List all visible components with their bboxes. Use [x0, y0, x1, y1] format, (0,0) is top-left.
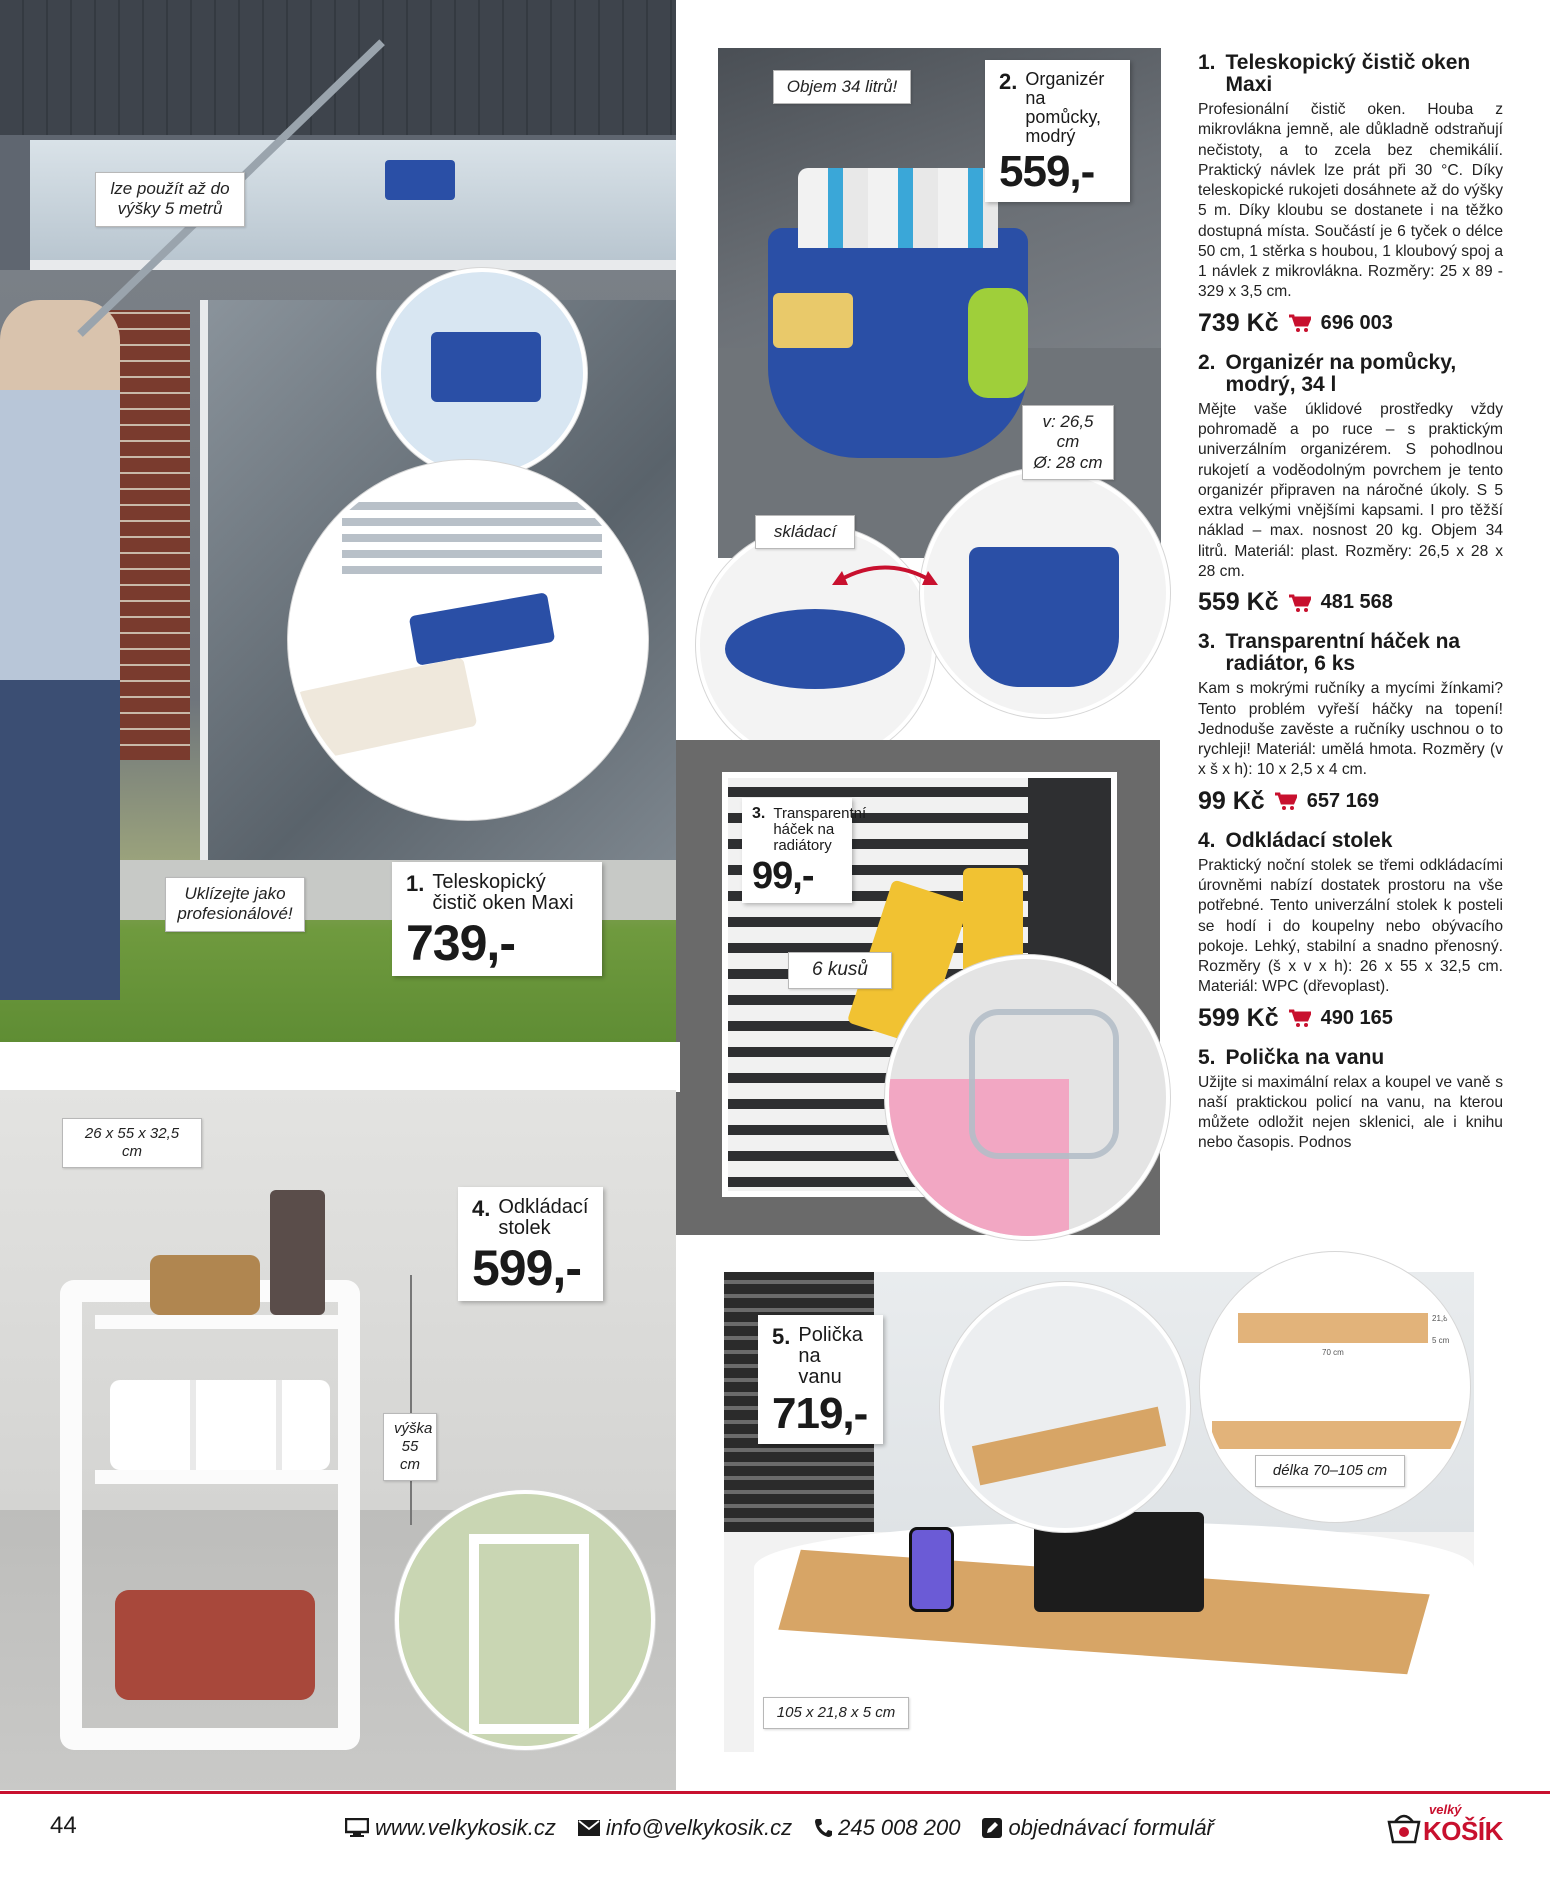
form-edit-icon — [982, 1818, 1002, 1838]
roof — [0, 0, 676, 135]
price-box-5-head — [772, 1325, 869, 1388]
product-4-text: Praktický noční stolek se třemi odkládacími úrovněmi nabízí dostatek prostoru na vše potřebné. Tento univerzální stolek k posteli se hodí i do koupelny nebo obývacího pokoje. Lehký, stabilní a snadno přenosný. Rozměry (š x v x h): 26 x 55 x 32,5 cm. Materiál: WPC (dřevoplast). — [1198, 856, 1503, 996]
product-3-code: 657 169 — [1306, 789, 1380, 812]
product-5-title-text: Polička na vanu — [1225, 1045, 1385, 1069]
tag-volume-text: Objem 34 litrů! — [786, 77, 898, 96]
basket-logo-icon — [1385, 1808, 1423, 1846]
tag-table-dims — [62, 1118, 202, 1168]
price-box-1-head — [406, 872, 588, 914]
product-2-price: 559 Kč — [1198, 588, 1279, 617]
height-arrow — [410, 1275, 412, 1525]
footer-divider — [0, 1791, 1550, 1794]
price-box-2-num: 2. — [999, 69, 1018, 94]
price-box-5-price: 719,- — [772, 1389, 868, 1438]
tag-height-text: lze použít až do výšky 5 metrů — [110, 179, 230, 219]
diagram-label-a: 21,8 cm — [1432, 1314, 1461, 1323]
footer-form-text[interactable]: objednávací formulář — [1008, 1815, 1214, 1840]
pole-segments — [342, 494, 602, 574]
product-2 — [1198, 352, 1503, 617]
tag-caddy-length — [1255, 1455, 1405, 1487]
clear-hooks — [969, 1009, 1119, 1159]
product-5-title — [1198, 1047, 1503, 1069]
bottles — [798, 168, 998, 248]
product-1-title-text: Teleskopický čistič oken Maxi — [1225, 51, 1471, 97]
price-box-4-head — [472, 1197, 589, 1239]
price-box-2 — [985, 60, 1130, 202]
price-box-2-head — [999, 70, 1116, 146]
product-3 — [1198, 631, 1503, 815]
squeegee — [431, 332, 541, 402]
product-4-price-row — [1198, 1004, 1503, 1033]
price-box-3-name: Transparentní háček na radiátory — [773, 805, 867, 854]
cleaner-head — [385, 160, 455, 200]
open-organizer — [969, 547, 1119, 687]
tag-fold — [755, 515, 855, 549]
tag-table-height — [383, 1413, 437, 1481]
shelf-mid — [95, 1470, 345, 1484]
double-arrow-icon — [830, 555, 940, 595]
diagram-label-c: 70 cm — [1322, 1348, 1344, 1357]
product-1-title — [1198, 52, 1503, 96]
product-3-title-text: Transparentní háček na radiátor, 6 ks — [1225, 630, 1461, 676]
product-5-text: Užijte si maximální relax a koupel ve vaně s naší praktickou policí na vanu, na kterou můžete odložit nejen sklenici, ale i knihu nebo časopis. Podnos — [1198, 1073, 1503, 1152]
tag-caddy-length-text: délka 70–105 cm — [1272, 1462, 1388, 1479]
price-box-1-name: Teleskopický čistič oken Maxi — [432, 871, 574, 914]
diagram-label-b: 5 cm — [1432, 1336, 1450, 1345]
footer-form[interactable] — [982, 1815, 1213, 1841]
price-box-5 — [758, 1315, 883, 1444]
tag-count-text: 6 kusů — [812, 959, 868, 980]
tag-table-dims-text: 26 x 55 x 32,5 cm — [84, 1125, 180, 1160]
product-2-title — [1198, 352, 1503, 396]
product-4-title — [1198, 830, 1503, 852]
price-box-1 — [392, 862, 602, 976]
circle-cleaner-parts — [288, 460, 648, 820]
tag-pro — [165, 877, 305, 932]
tag-fold-text: skládací — [773, 522, 837, 541]
cart-icon — [1275, 792, 1297, 810]
price-box-1-price: 739,- — [406, 915, 515, 971]
circle-side-table — [395, 1490, 655, 1750]
product-4-code: 490 165 — [1320, 1006, 1393, 1029]
tag-height — [95, 172, 245, 227]
small-shelf — [469, 1534, 589, 1734]
product-descriptions — [1198, 52, 1503, 1168]
brand-logo — [1385, 1802, 1503, 1852]
tag-organizer-dims-text: v: 26,5 cm Ø: 28 cm — [1033, 412, 1103, 472]
product-4-num: 4. — [1198, 828, 1216, 852]
price-box-4-name: Odkládací stolek — [498, 1196, 589, 1239]
product-3-num: 3. — [1198, 630, 1216, 654]
mini-caddy — [972, 1407, 1166, 1486]
product-1-code: 696 003 — [1320, 311, 1393, 334]
person — [0, 300, 120, 1000]
product-2-price-row — [1198, 588, 1503, 617]
circle-open — [920, 468, 1170, 718]
logo-big-text: KOŠÍK — [1423, 1816, 1503, 1846]
product-3-price-row — [1198, 787, 1503, 816]
product-1-text: Profesionální čistič oken. Houba z mikrovlákna jemně, ale důkladně odstraňují nečistoty, a to zcela bez chemikálií. Praktický návlek lze prát při 30 °C. Díky teleskopické rukojeti dosáhnete až do výšky 5 m. Díky kloubu se dostanete i na těžko dostupná místa. Součástí je 6 tyček o délce 50 cm, 1 stěrka s houbou, 1 kloubový spoj a 1 návlek z mikrovlákna. Rozměry: 25 x 89 - 329 x 3,5 cm. — [1198, 101, 1503, 301]
tag-organizer-dims — [1022, 405, 1114, 480]
product-3-price: 99 Kč — [1198, 786, 1265, 815]
product-1-price-row — [1198, 309, 1503, 338]
product-4-price: 599 Kč — [1198, 1003, 1279, 1032]
product-1-num: 1. — [1198, 51, 1216, 74]
logo-small-text: velký — [1429, 1802, 1462, 1817]
cart-icon — [1289, 314, 1311, 332]
price-box-4-num: 4. — [472, 1196, 491, 1221]
toilet-rolls — [110, 1380, 330, 1470]
monitor-icon — [345, 1818, 369, 1838]
product-4-title-text: Odkládací stolek — [1225, 828, 1393, 852]
product-2-title-text: Organizér na pomůcky, modrý, 34 l — [1225, 350, 1457, 396]
price-box-2-name: Organizér na pomůcky, modrý — [1025, 69, 1105, 146]
cart-icon — [1289, 1009, 1311, 1027]
footer-web[interactable] — [345, 1815, 556, 1841]
price-box-4-price: 599,- — [472, 1240, 581, 1296]
tag-pro-text: Uklízejte jako profesionálové! — [177, 884, 293, 924]
price-box-3-price: 99,- — [752, 855, 814, 898]
phone — [909, 1527, 954, 1612]
product-5 — [1198, 1047, 1503, 1154]
footer-phone[interactable] — [814, 1815, 960, 1841]
blue-squeegee — [409, 592, 556, 666]
price-box-3-num: 3. — [752, 805, 766, 822]
sponge — [773, 293, 853, 348]
footer-email[interactable] — [578, 1815, 792, 1841]
tag-volume — [773, 70, 911, 104]
product-2-code: 481 568 — [1320, 591, 1393, 614]
tag-caddy-dims — [763, 1697, 909, 1729]
product-3-text: Kam s mokrými ručníky a mycími žínkami? Tento problém vyřeší háčky na topení! Jednoduše zavěste a ručníky uschnou o to rychleji! Materiál: umělá hmota. Rozměry (v x š x h): 10 x 2,5 x 4 cm. — [1198, 680, 1503, 779]
tag-table-height-text: výška 55 cm — [394, 1420, 433, 1473]
product-1 — [1198, 52, 1503, 338]
diagram-caddy-top — [1238, 1313, 1428, 1343]
price-box-3 — [742, 798, 867, 903]
shelf-top — [95, 1315, 345, 1329]
price-box-2-price: 559,- — [999, 146, 1095, 196]
phone-icon — [814, 1818, 832, 1838]
product-2-num: 2. — [1198, 350, 1216, 374]
red-towels — [115, 1590, 315, 1700]
price-box-5-num: 5. — [772, 1324, 791, 1349]
tag-caddy-dims-text: 105 x 21,8 x 5 cm — [776, 1704, 896, 1721]
product-1-price: 739 Kč — [1198, 308, 1279, 337]
price-box-5-name: Polička na vanu — [798, 1324, 863, 1388]
gray-band-4 — [0, 1042, 680, 1092]
folded-organizer — [725, 609, 905, 689]
product-2-text: Mějte vaše úklidové prostředky vždy pohromadě a po ruce – s praktickým univerzálním organizérem. S pohodlnou rukojetí a voděodolným povrchem je tento organizér připraven na náročné úkoly. S 5 extra velkými vnějšími kapsami. I pro těžší náklad – max. nosnost 20 kg. Objem 34 litrů. Materiál: plast. Rozměry: 26,5 x 28 x 28 cm. — [1198, 400, 1503, 580]
product-4 — [1198, 830, 1503, 1033]
footer-phone-text[interactable]: 245 008 200 — [838, 1815, 961, 1840]
microfiber-pad — [297, 657, 478, 761]
footer-email-text[interactable]: info@velkykosik.cz — [605, 1815, 793, 1840]
tag-count — [788, 952, 892, 989]
circle-hooks — [885, 955, 1170, 1240]
product-5-num: 5. — [1198, 1045, 1216, 1069]
price-box-3-head — [752, 805, 867, 854]
page-number: 44 — [50, 1812, 77, 1839]
price-box-1-num: 1. — [406, 871, 425, 896]
glove — [968, 288, 1028, 398]
circle-caddy-bathroom — [940, 1282, 1190, 1532]
product-3-title — [1198, 631, 1503, 675]
diagram-caddy-extended — [1212, 1421, 1462, 1449]
envelope-icon — [578, 1820, 600, 1836]
basket — [150, 1255, 260, 1315]
footer-web-text[interactable]: www.velkykosik.cz — [375, 1815, 556, 1840]
circle-cleaner-head — [377, 268, 587, 478]
footer-contacts — [345, 1808, 1236, 1848]
price-box-4 — [458, 1187, 603, 1301]
cart-icon — [1289, 594, 1311, 612]
diffuser — [270, 1190, 325, 1315]
